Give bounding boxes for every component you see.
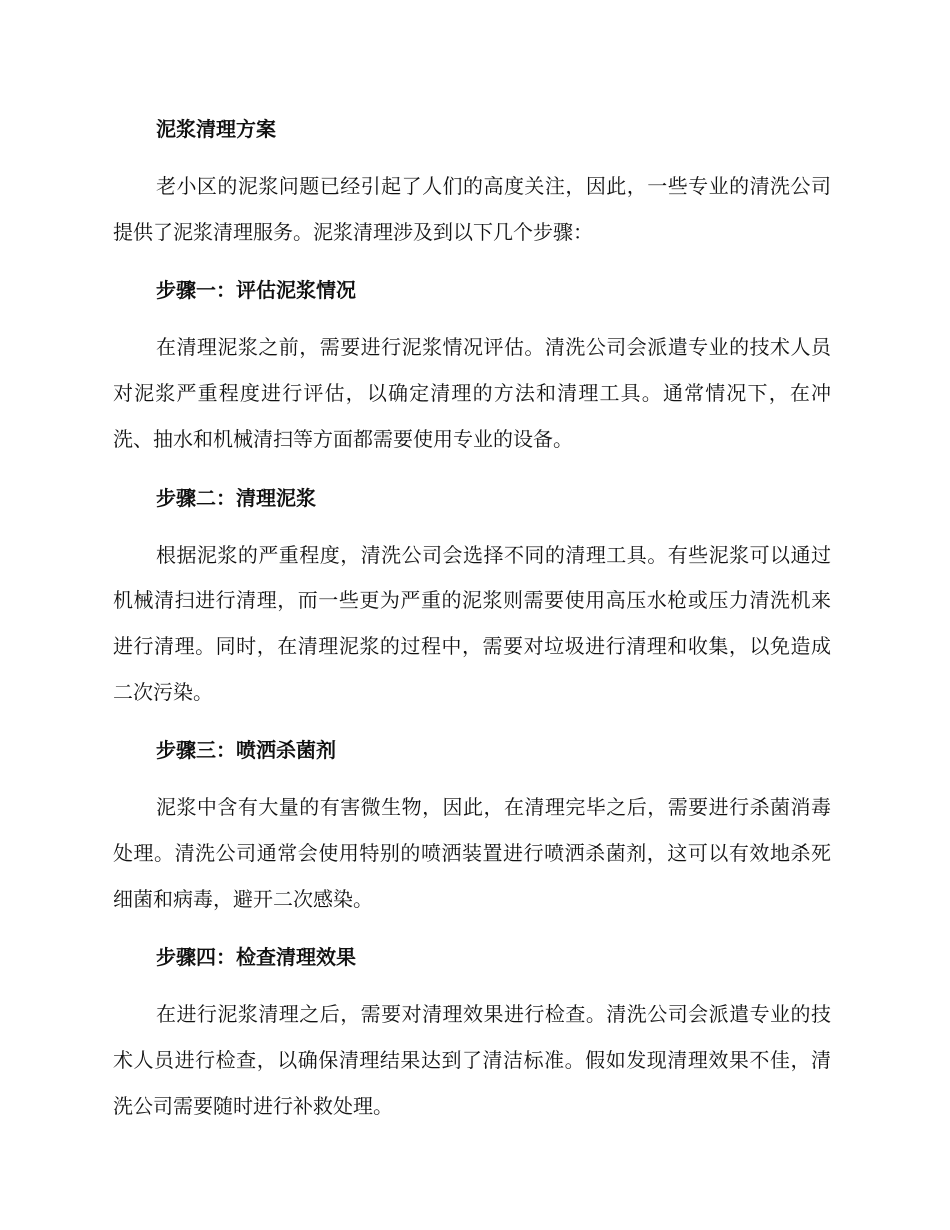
step-4-heading: 步骤四：检查清理效果 bbox=[156, 945, 356, 970]
step-2-heading: 步骤二：清理泥浆 bbox=[156, 485, 316, 510]
step-3-paragraph: 泥浆中含有大量的有害微生物，因此，在清理完毕之后，需要进行杀菌消毒处理。清洗公司通常会使用特别的喷洒装置进行喷洒杀菌剂，这可以有效地杀死细菌和病毒，避开二次感染。 bbox=[113, 795, 831, 911]
step-2-paragraph: 根据泥浆的严重程度，清洗公司会选择不同的清理工具。有些泥浆可以通过机械清扫进行清理，而一些更为严重的泥浆则需要使用高压水枪或压力清洗机来进行清理。同时，在清理泥浆的过程中，需要对垃圾进行清理和收集，以免造成二次污染。 bbox=[113, 542, 831, 704]
step-1-heading: 步骤一：评估泥浆情况 bbox=[156, 278, 356, 303]
document-body bbox=[113, 106, 831, 1142]
intro-paragraph: 老小区的泥浆问题已经引起了人们的高度关注，因此，一些专业的清洗公司提供了泥浆清理服务。泥浆清理涉及到以下几个步骤： bbox=[113, 174, 831, 244]
step-4-paragraph: 在进行泥浆清理之后，需要对清理效果进行检查。清洗公司会派遣专业的技术人员进行检查，以确保清理结果达到了清洁标准。假如发现清理效果不佳，清洗公司需要随时进行补救处理。 bbox=[113, 1002, 831, 1118]
step-1-paragraph: 在清理泥浆之前，需要进行泥浆情况评估。清洗公司会派遣专业的技术人员对泥浆严重程度进行评估，以确定清理的方法和清理工具。通常情况下，在冲洗、抽水和机械清扫等方面都需要使用专业的设备。 bbox=[113, 335, 831, 451]
document-title: 泥浆清理方案 bbox=[156, 117, 276, 141]
step-3-heading: 步骤三：喷洒杀菌剂 bbox=[156, 738, 336, 763]
